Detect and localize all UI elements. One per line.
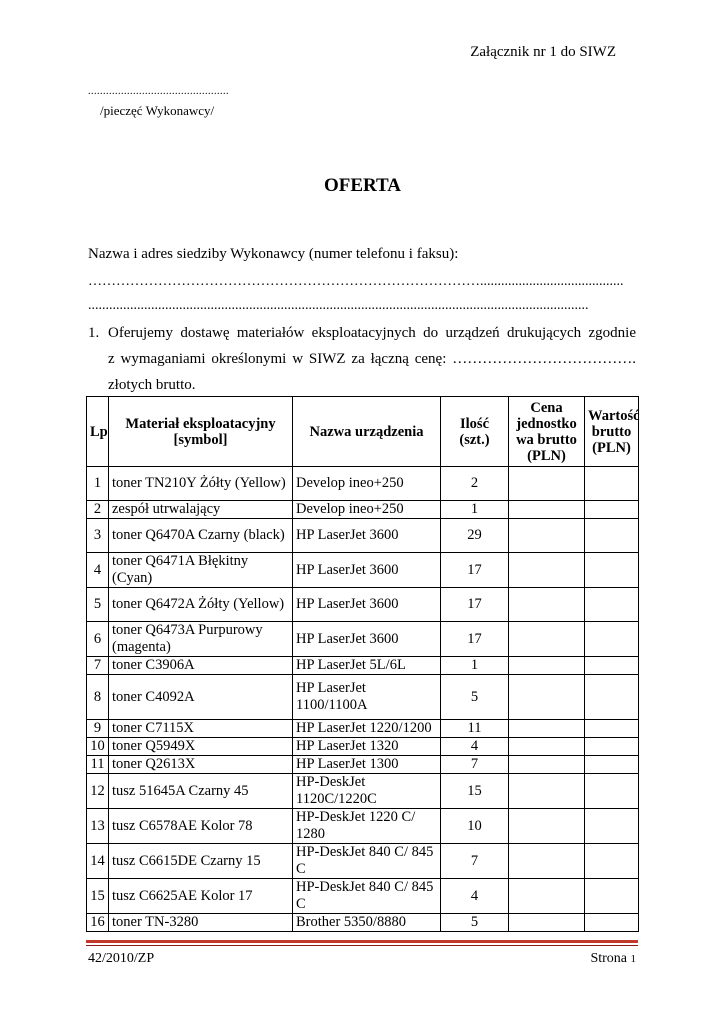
cell-device: HP-DeskJet 840 C/ 845 C bbox=[293, 879, 441, 914]
table-row bbox=[87, 553, 639, 588]
cell-lp: 3 bbox=[87, 519, 109, 553]
cell-qty: 11 bbox=[441, 720, 509, 738]
cell-value[interactable] bbox=[585, 622, 639, 657]
cell-material: toner Q6473A Purpurowy (magenta) bbox=[109, 622, 293, 657]
footer-rule-thin bbox=[86, 945, 638, 946]
header-device: Nazwa urządzenia bbox=[293, 397, 441, 467]
cell-unit-price[interactable] bbox=[509, 501, 585, 519]
cell-qty: 10 bbox=[441, 809, 509, 844]
cell-qty: 4 bbox=[441, 879, 509, 914]
offer-item-line-1: Oferujemy dostawę materiałów eksploatacyjnych do urządzeń drukujących zgodnie bbox=[108, 325, 636, 341]
cell-qty: 17 bbox=[441, 622, 509, 657]
cell-unit-price[interactable] bbox=[509, 756, 585, 774]
cell-device: HP LaserJet 1320 bbox=[293, 738, 441, 756]
cell-material: toner Q5949X bbox=[109, 738, 293, 756]
cell-lp: 1 bbox=[87, 467, 109, 501]
table-row bbox=[87, 467, 639, 501]
cell-lp: 5 bbox=[87, 588, 109, 622]
header-value: Wartość brutto (PLN) bbox=[585, 397, 639, 467]
cell-lp: 13 bbox=[87, 809, 109, 844]
cell-lp: 11 bbox=[87, 756, 109, 774]
cell-device: Develop ineo+250 bbox=[293, 501, 441, 519]
header-qty: Ilość (szt.) bbox=[441, 397, 509, 467]
cell-unit-price[interactable] bbox=[509, 774, 585, 809]
cell-unit-price[interactable] bbox=[509, 720, 585, 738]
cell-unit-price[interactable] bbox=[509, 588, 585, 622]
cell-unit-price[interactable] bbox=[509, 879, 585, 914]
cell-material: tusz C6578AE Kolor 78 bbox=[109, 809, 293, 844]
cell-device: HP LaserJet 3600 bbox=[293, 622, 441, 657]
cell-lp: 2 bbox=[87, 501, 109, 519]
footer-page bbox=[520, 951, 636, 967]
cell-unit-price[interactable] bbox=[509, 467, 585, 501]
cell-value[interactable] bbox=[585, 501, 639, 519]
cell-value[interactable] bbox=[585, 879, 639, 914]
cell-unit-price[interactable] bbox=[509, 844, 585, 879]
cell-material: toner C3906A bbox=[109, 657, 293, 675]
cell-material: toner C7115X bbox=[109, 720, 293, 738]
cell-unit-price[interactable] bbox=[509, 519, 585, 553]
cell-device: HP-DeskJet 1220 C/ 1280 bbox=[293, 809, 441, 844]
offer-item-line-2: z wymaganiami określonymi w SIWZ za łączną cenę: ………………………………. bbox=[108, 351, 636, 367]
cell-qty: 1 bbox=[441, 501, 509, 519]
stamp-dots: ............................................... bbox=[88, 86, 229, 97]
footer-reference: 42/2010/ZP bbox=[88, 951, 155, 966]
cell-value[interactable] bbox=[585, 588, 639, 622]
cell-unit-price[interactable] bbox=[509, 622, 585, 657]
page-title bbox=[0, 175, 725, 197]
cell-device: HP LaserJet 1220/1200 bbox=[293, 720, 441, 738]
offer-table bbox=[86, 396, 639, 932]
cell-qty: 7 bbox=[441, 844, 509, 879]
cell-material: toner Q6470A Czarny (black) bbox=[109, 519, 293, 553]
cell-material: toner Q2613X bbox=[109, 756, 293, 774]
cell-device: Brother 5350/8880 bbox=[293, 914, 441, 932]
cell-unit-price[interactable] bbox=[509, 553, 585, 588]
cell-qty: 5 bbox=[441, 914, 509, 932]
cell-qty: 17 bbox=[441, 553, 509, 588]
cell-device: HP-DeskJet 1120C/1220C bbox=[293, 774, 441, 809]
offer-item-1 bbox=[88, 320, 636, 398]
cell-device: HP LaserJet 5L/6L bbox=[293, 657, 441, 675]
cell-value[interactable] bbox=[585, 738, 639, 756]
cell-value[interactable] bbox=[585, 756, 639, 774]
cell-lp: 6 bbox=[87, 622, 109, 657]
cell-device: HP LaserJet 3600 bbox=[293, 519, 441, 553]
cell-qty: 4 bbox=[441, 738, 509, 756]
cell-device: HP LaserJet 1100/1100A bbox=[293, 675, 441, 720]
cell-device: Develop ineo+250 bbox=[293, 467, 441, 501]
cell-material: zespół utrwalający bbox=[109, 501, 293, 519]
cell-device: HP LaserJet 1300 bbox=[293, 756, 441, 774]
cell-material: toner C4092A bbox=[109, 675, 293, 720]
stamp-label: /pieczęć Wykonawcy/ bbox=[100, 103, 215, 118]
header-lp: Lp bbox=[87, 397, 109, 467]
cell-qty: 29 bbox=[441, 519, 509, 553]
cell-value[interactable] bbox=[585, 720, 639, 738]
footer-page-number: 1 bbox=[630, 953, 636, 965]
cell-device: HP LaserJet 3600 bbox=[293, 553, 441, 588]
table-row bbox=[87, 501, 639, 519]
table-row bbox=[87, 756, 639, 774]
cell-value[interactable] bbox=[585, 774, 639, 809]
cell-material: tusz 51645A Czarny 45 bbox=[109, 774, 293, 809]
cell-qty: 15 bbox=[441, 774, 509, 809]
table-row bbox=[87, 675, 639, 720]
cell-qty: 7 bbox=[441, 756, 509, 774]
cell-value[interactable] bbox=[585, 519, 639, 553]
cell-lp: 14 bbox=[87, 844, 109, 879]
table-row bbox=[87, 622, 639, 657]
header-unit-price: Cena jednostko wa brutto (PLN) bbox=[509, 397, 585, 467]
footer-rule bbox=[86, 940, 638, 943]
cell-material: toner Q6472A Żółty (Yellow) bbox=[109, 588, 293, 622]
cell-qty: 2 bbox=[441, 467, 509, 501]
cell-value[interactable] bbox=[585, 467, 639, 501]
cell-unit-price[interactable] bbox=[509, 914, 585, 932]
footer-page-label: Strona bbox=[590, 951, 627, 966]
contractor-dots-2: ............................................................................................................................................... bbox=[88, 298, 589, 313]
cell-material: toner TN-3280 bbox=[109, 914, 293, 932]
contractor-label: Nazwa i adres siedziby Wykonawcy (numer telefonu i faksu): bbox=[88, 246, 459, 262]
cell-value[interactable] bbox=[585, 914, 639, 932]
attachment-label: Załącznik nr 1 do SIWZ bbox=[470, 44, 616, 60]
table-row bbox=[87, 519, 639, 553]
cell-lp: 9 bbox=[87, 720, 109, 738]
cell-lp: 8 bbox=[87, 675, 109, 720]
cell-material: tusz C6615DE Czarny 15 bbox=[109, 844, 293, 879]
page-title-text: OFERTA bbox=[323, 175, 402, 196]
table-row bbox=[87, 844, 639, 879]
offer-item-number: 1. bbox=[88, 325, 100, 341]
cell-lp: 10 bbox=[87, 738, 109, 756]
cell-material: tusz C6625AE Kolor 17 bbox=[109, 879, 293, 914]
cell-value[interactable] bbox=[585, 657, 639, 675]
table-row bbox=[87, 879, 639, 914]
cell-lp: 16 bbox=[87, 914, 109, 932]
header-material: Materiał eksploatacyjny [symbol] bbox=[109, 397, 293, 467]
cell-lp: 15 bbox=[87, 879, 109, 914]
table-row bbox=[87, 738, 639, 756]
cell-value[interactable] bbox=[585, 675, 639, 720]
cell-unit-price[interactable] bbox=[509, 738, 585, 756]
cell-unit-price[interactable] bbox=[509, 675, 585, 720]
cell-qty: 5 bbox=[441, 675, 509, 720]
table-row bbox=[87, 774, 639, 809]
table-row bbox=[87, 657, 639, 675]
cell-lp: 4 bbox=[87, 553, 109, 588]
cell-lp: 7 bbox=[87, 657, 109, 675]
table-row bbox=[87, 720, 639, 738]
table-row bbox=[87, 809, 639, 844]
table-row bbox=[87, 588, 639, 622]
cell-qty: 1 bbox=[441, 657, 509, 675]
cell-device: HP LaserJet 3600 bbox=[293, 588, 441, 622]
contractor-dots-1: …………………………………………………………………………......................................... bbox=[88, 274, 624, 289]
cell-value[interactable] bbox=[585, 553, 639, 588]
table-row bbox=[87, 914, 639, 932]
cell-lp: 12 bbox=[87, 774, 109, 809]
offer-item-line-3: złotych brutto. bbox=[108, 377, 196, 393]
cell-value[interactable] bbox=[585, 844, 639, 879]
cell-material: toner TN210Y Żółty (Yellow) bbox=[109, 467, 293, 501]
cell-unit-price[interactable] bbox=[509, 809, 585, 844]
table-header-row bbox=[87, 397, 639, 467]
cell-value[interactable] bbox=[585, 809, 639, 844]
cell-material: toner Q6471A Błękitny (Cyan) bbox=[109, 553, 293, 588]
cell-qty: 17 bbox=[441, 588, 509, 622]
cell-device: HP-DeskJet 840 C/ 845 C bbox=[293, 844, 441, 879]
cell-unit-price[interactable] bbox=[509, 657, 585, 675]
